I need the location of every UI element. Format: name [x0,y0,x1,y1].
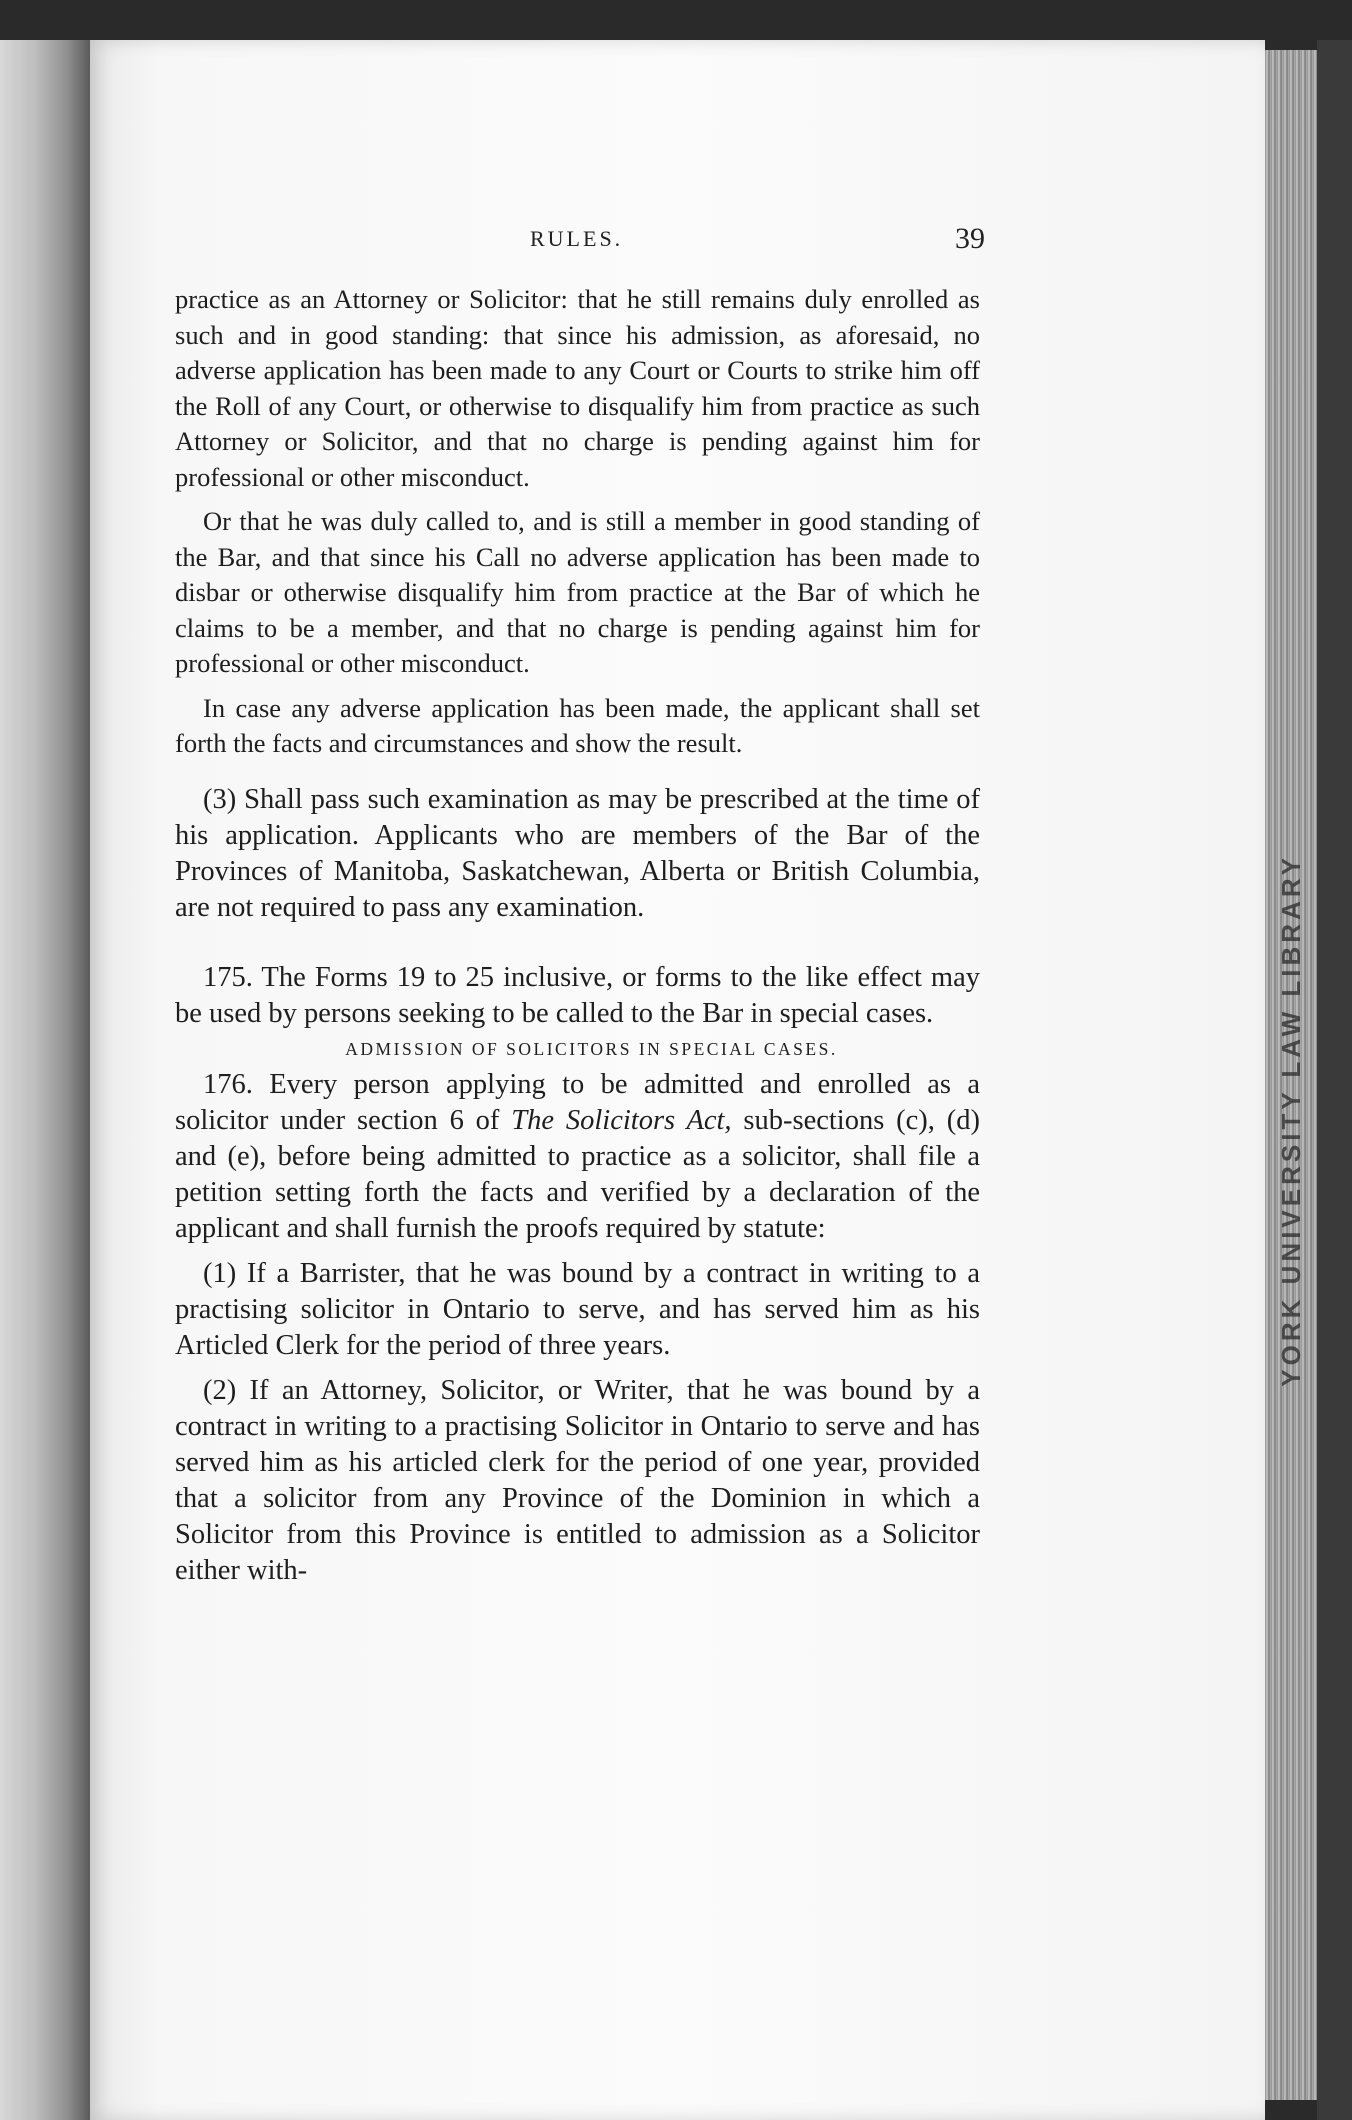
paragraph-bar-membership: Or that he was duly called to, and is still a member in good standing of the Bar, and that since his Call no adverse application has been made to disbar or otherwise disqualify him from practice at the Bar of which he claims to be a member, and that no charge is pending against him for professional or other misconduct. [175,506,980,678]
rule-176-text-end: sub-sections (c), (d) and (e), before being admitted to practice as a solicitor, shall file a petition setting forth the facts and verified by a declaration of the applicant and shall furnish the proofs required by statute: [175,1105,980,1244]
rule-176-text-start: 176. Every person applying to be admitted and enrolled as a solicitor under section 6 of [175,1069,980,1136]
page-number: 39 [955,222,985,255]
statute-title: The Solicitors Act, [511,1105,732,1136]
paragraph-barrister-clause: (1) If a Barrister, that he was bound by a contract in writing to a practising solicitor in Ontario to serve, and has served him as his Articled Clerk for the period of three years. [175,1258,980,1361]
library-edge-stamp-text: YORK UNIVERSITY LAW LIBRARY [1275,853,1306,1387]
page-header [175,222,985,262]
paragraph-continuation: practice as an Attorney or Solicitor: that he still remains duly enrolled as such and in good standing: that since his admission, as aforesaid, no adverse application has been made to any Court or Courts to strike him off the Roll of any Court, or otherwise to disqualify him from practice as such Attorney or Solicitor, and that no charge is pending against him for professional or other misconduct. [175,284,980,492]
book-cover-edge [1317,40,1352,2120]
paragraph-examination: (3) Shall pass such examination as may be prescribed at the time of his application. Applicants who are members of the Bar of the Provinces of Manitoba, Saskatchewan, Alberta or British Columbia, are not required to pass any examination. [175,783,980,923]
facing-page-edge [0,40,90,2120]
paragraph-adverse-application: In case any adverse application has been made, the applicant shall set forth the facts and circumstances and show the result. [175,692,980,758]
page-body [175,282,980,1589]
running-head: RULES. [530,226,624,251]
paragraph-rule-175: 175. The Forms 19 to 25 inclusive, or forms to the like effect may be used by persons seeking to be called to the Bar in special cases. [175,961,980,1029]
paragraph-rule-176 [175,1067,980,1247]
paragraph-attorney-clause: (2) If an Attorney, Solicitor, or Writer, that he was bound by a contract in writing to a practising Solicitor in Ontario to serve and has served him as his articled clerk for the period of one year, provided that a solicitor from any Province of the Dominion in which a Solicitor from this Province is entitled to admission as a Solicitor either with- [175,1375,980,1586]
section-heading: ADMISSION OF SOLICITORS IN SPECIAL CASES. [345,1038,838,1059]
library-edge-stamp [1268,780,1314,1460]
